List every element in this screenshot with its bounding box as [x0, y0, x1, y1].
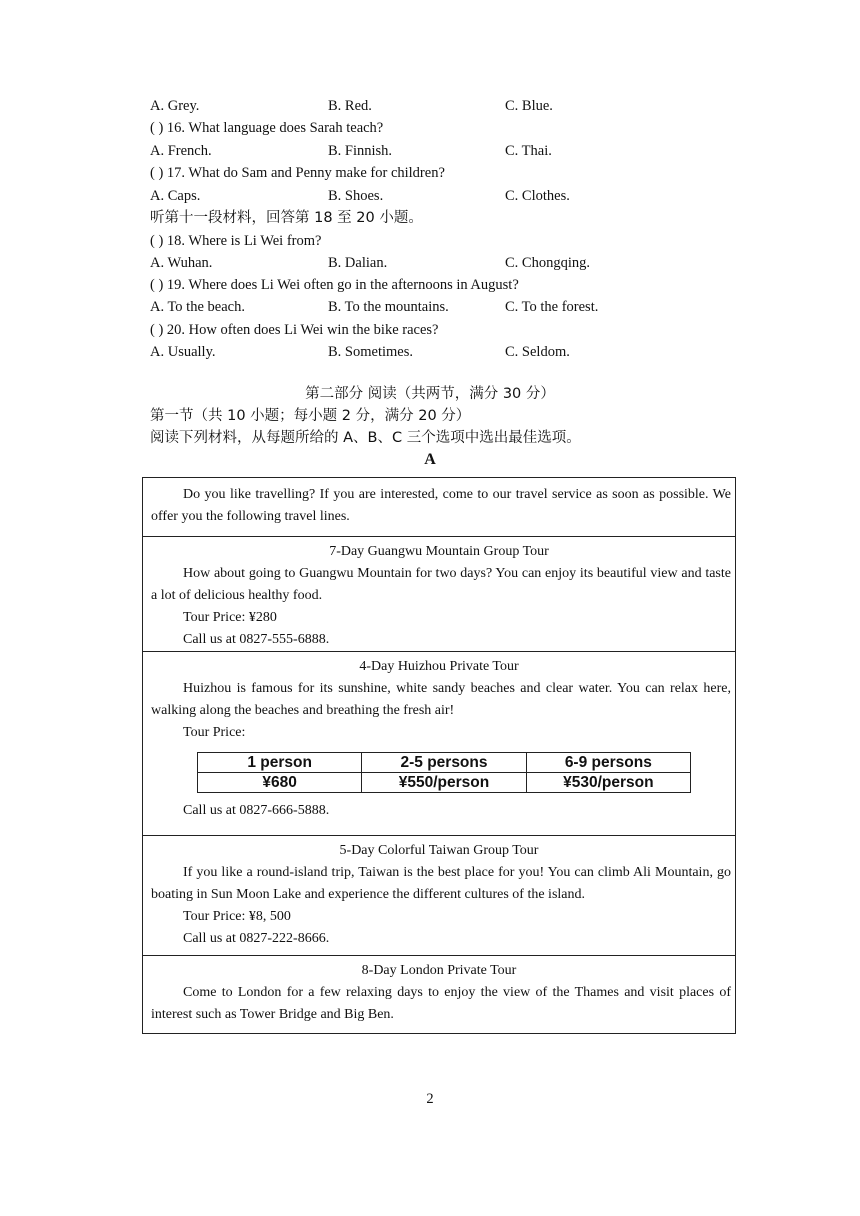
section1-heading: 第一节（共 10 小题；每小题 2 分，满分 20 分）: [150, 408, 471, 424]
q19-text: ( ) 19. Where does Li Wei often go in the afternoons in August?: [150, 277, 519, 293]
price-table: [197, 752, 691, 793]
tour2-call: Call us at 0827-666-5888.: [183, 803, 330, 818]
price-value-2: ¥550/person: [362, 773, 526, 793]
tour1-title: 7-Day Guangwu Mountain Group Tour: [329, 544, 549, 559]
page-number: 2: [426, 1091, 434, 1107]
tour3-desc: If you like a round-island trip, Taiwan is the best place for you! You can climb Ali Mountain, go boating in Sun Moon Lake and experience the different cultures of the island.: [151, 865, 731, 902]
tour4-title: 8-Day London Private Tour: [361, 963, 517, 978]
tour3-price: Tour Price: ¥8, 500: [183, 909, 291, 924]
price-table-wrap: [143, 752, 735, 800]
tour2-desc: Huizhou is famous for its sunshine, white sandy beaches and clear water. You can relax here, walking along the beaches and breathing the fresh air!: [151, 681, 731, 718]
ad-intro-text: Do you like travelling? If you are interested, come to our travel service as soon as possible. We offer you the following travel lines.: [151, 487, 731, 524]
price-value-1: ¥680: [198, 773, 362, 793]
q17-option-a: A. Caps.: [150, 188, 201, 204]
q20-text: ( ) 20. How often does Li Wei win the bike races?: [150, 322, 439, 338]
tour1-desc: How about going to Guangwu Mountain for two days? You can enjoy its beautiful view and taste a lot of delicious healthy food.: [151, 566, 731, 603]
price-header-1: 1 person: [198, 753, 362, 773]
tour2-section: [143, 652, 735, 836]
q17-option-b: B. Shoes.: [328, 188, 384, 204]
q16-options: [150, 142, 750, 160]
tour3-title: 5-Day Colorful Taiwan Group Tour: [339, 843, 539, 858]
listening-instruction-11: 听第十一段材料，回答第 18 至 20 小题。: [150, 210, 423, 226]
q16-option-b: B. Finnish.: [328, 143, 393, 159]
tour3-call: Call us at 0827-222-8666.: [183, 931, 330, 946]
tour1-section: [143, 537, 735, 652]
q16-option-a: A. French.: [150, 143, 212, 159]
q15-options: [150, 97, 750, 115]
tour2-price-label: Tour Price:: [183, 725, 246, 740]
tour1-price: Tour Price: ¥280: [183, 610, 277, 625]
q18-options: [150, 254, 750, 272]
q18-option-b: B. Dalian.: [328, 255, 388, 271]
price-header-3: 6-9 persons: [526, 753, 690, 773]
q17-options: [150, 187, 750, 205]
q15-option-a: A. Grey.: [150, 98, 200, 114]
q20-option-c: C. Seldom.: [505, 344, 570, 360]
q17-text: ( ) 17. What do Sam and Penny make for children?: [150, 165, 445, 181]
q18-option-c: C. Chongqing.: [505, 255, 590, 271]
q19-options: [150, 298, 750, 316]
travel-ad-box: [142, 477, 736, 1034]
q18-option-a: A. Wuhan.: [150, 255, 213, 271]
price-table-header-row: [198, 753, 691, 773]
q15-option-c: C. Blue.: [505, 98, 553, 114]
price-header-2: 2-5 persons: [362, 753, 526, 773]
price-value-3: ¥530/person: [526, 773, 690, 793]
passage-letter: A: [424, 451, 436, 468]
tour4-desc: Come to London for a few relaxing days to enjoy the view of the Thames and visit places of interest such as Tower Bridge and Big Ben.: [151, 985, 731, 1022]
tour4-section: [143, 956, 735, 1032]
q20-options: [150, 343, 750, 361]
q20-option-a: A. Usually.: [150, 344, 216, 360]
tour2-title: 4-Day Huizhou Private Tour: [359, 659, 519, 674]
ad-intro-section: [143, 478, 735, 537]
q20-option-b: B. Sometimes.: [328, 344, 413, 360]
q19-option-a: A. To the beach.: [150, 299, 245, 315]
q16-option-c: C. Thai.: [505, 143, 552, 159]
reading-instruction: 阅读下列材料，从每题所给的 A、B、C 三个选项中选出最佳选项。: [150, 430, 581, 446]
price-table-value-row: [198, 773, 691, 793]
tour3-section: [143, 836, 735, 956]
q18-text: ( ) 18. Where is Li Wei from?: [150, 233, 322, 249]
q19-option-b: B. To the mountains.: [328, 299, 449, 315]
q16-text: ( ) 16. What language does Sarah teach?: [150, 120, 384, 136]
q17-option-c: C. Clothes.: [505, 188, 570, 204]
tour1-call: Call us at 0827-555-6888.: [183, 632, 330, 647]
part2-heading: 第二部分 阅读（共两节，满分 30 分）: [305, 386, 555, 402]
q19-option-c: C. To the forest.: [505, 299, 599, 315]
q15-option-b: B. Red.: [328, 98, 372, 114]
